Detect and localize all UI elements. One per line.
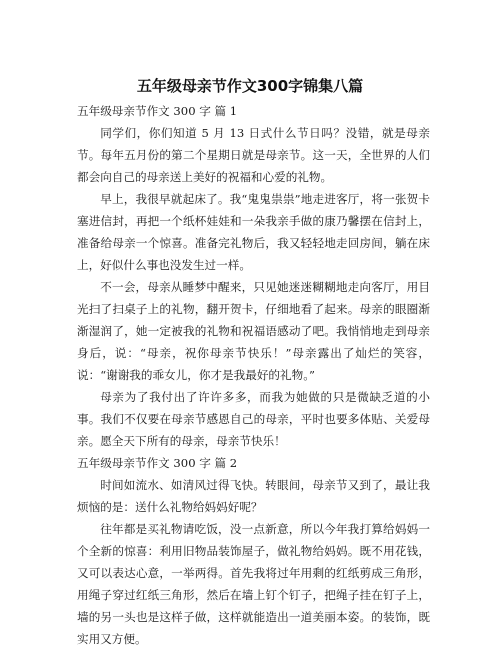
paragraph: 时间如流水、如清风过得飞快。转眼间，母亲节又到了，最让我烦恼的是：送什么礼物给妈妈好呢？ xyxy=(77,478,430,514)
section-heading: 五年级母亲节作文 300 字 篇 1 xyxy=(77,104,238,118)
paragraph: 母亲为了我付出了许许多多，而我为她做的只是微缺乏道的小事。我们不仅要在母亲节感恩自己的母亲，平时也要多体贴、关爱母亲。愿全天下所有的母亲，母亲节快乐！ xyxy=(77,390,430,448)
paragraph: 同学们，你们知道 5 月 13 日式什么节日吗？没错，就是母亲节。每年五月份的第二个星期日就是母亲节。这一天，全世界的人们都会向自己的母亲送上美好的祝福和心爱的礼物。 xyxy=(77,126,430,184)
section-heading: 五年级母亲节作文 300 字 篇 2 xyxy=(77,456,238,470)
document-title: 五年级母亲节作文300字锦集八篇 xyxy=(136,77,364,95)
paragraph: 早上，我很早就起床了。我“鬼鬼祟祟”地走进客厅，将一张贺卡塞进信封，再把一个纸杯娃娃和一朵我亲手做的康乃馨摆在信封上，准备给母亲一个惊喜。准备完礼物后，我又轻轻地走回房间，躺在床上，好似什么事也没发生过一样。 xyxy=(77,192,430,272)
paragraph: 往年都是买礼物请吃饭，没一点新意，所以今年我打算给妈妈一个全新的惊喜：利用旧物品装饰屋子，做礼物给妈妈。既不用花钱，又可以表达心意，一举两得。首先我将过年用剩的红纸剪成三角形，用绳子穿过红纸三角形，然后在墙上钉个钉子，把绳子挂在钉子上，墙的另一头也是这样子做，这样就能造出一道美丽本姿。的装饰，既实用又方便。 xyxy=(77,522,430,646)
document-body xyxy=(77,100,430,650)
paragraph: 不一会，母亲从睡梦中醒来，只见她迷迷糊糊地走向客厅，用目光扫了扫桌子上的礼物，翻开贺卡，仔细地看了起来。母亲的眼圈渐渐湿润了，她一定被我的礼物和祝福语感动了吧。我悄悄地走到母亲身后，说：“母亲，祝你母亲节快乐！”母亲露出了灿烂的笑容，说：“谢谢我的乖女儿，你才是我最好的礼物。” xyxy=(77,280,430,382)
